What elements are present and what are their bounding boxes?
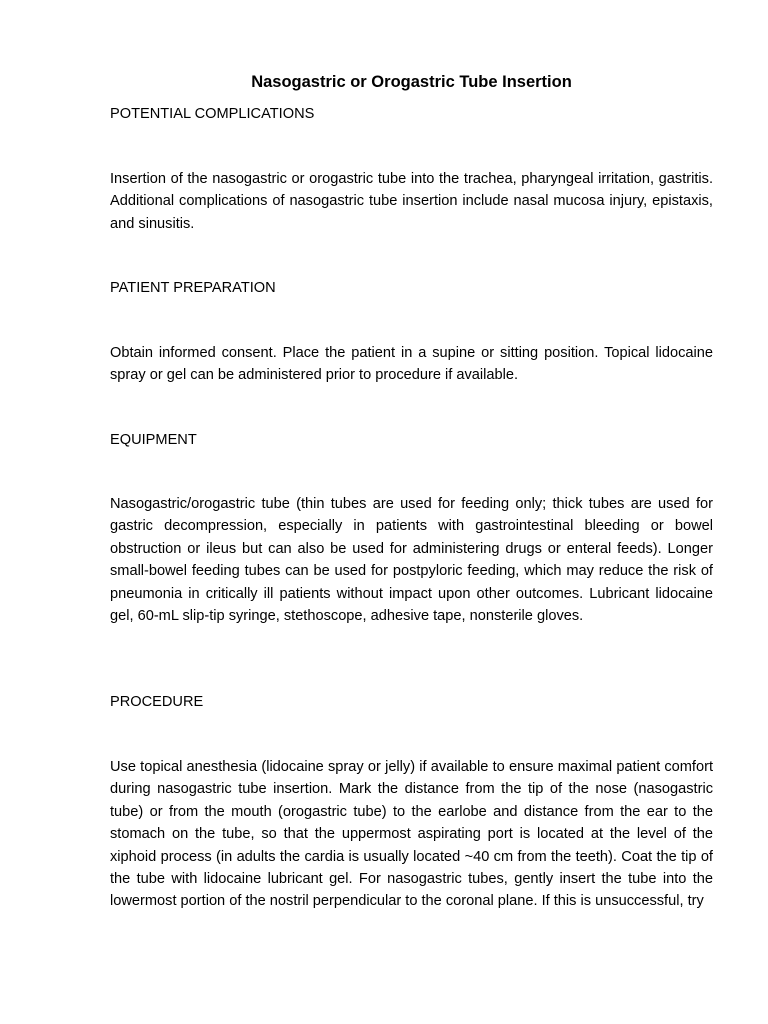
section-heading-potential-complications: POTENTIAL COMPLICATIONS (110, 106, 315, 122)
section-heading-equipment: EQUIPMENT (110, 432, 197, 448)
section-body-patient-preparation: Obtain informed consent. Place the patient in a supine or sitting position. Topical lidocaine spray or gel can be administered prior to procedure if available. (110, 345, 713, 384)
document-title: Nasogastric or Orogastric Tube Insertion (251, 73, 572, 91)
section-heading-patient-preparation: PATIENT PREPARATION (110, 280, 276, 296)
section-heading-procedure: PROCEDURE (110, 694, 204, 710)
section-body-equipment: Nasogastric/orogastric tube (thin tubes are used for feeding only; thick tubes are used for gastric decompression, especially in patients with gastrointestinal bleeding or bowel obstruction or ileus but can also be used for administering drugs or enteral feeds). Longer small-bowel feeding tubes can be used for postpyloric feeding, which may reduce the risk of pneumonia in critically ill patients without impact upon other outcomes. Lubricant lidocaine gel, 60-mL slip-tip syringe, stethoscope, adhesive tape, nonsterile gloves. (110, 496, 713, 625)
section-body-potential-complications: Insertion of the nasogastric or orogastric tube into the trachea, pharyngeal irritation, gastritis. Additional complications of nasogastric tube insertion include nasal mucosa injury, epistaxis, and sinusitis. (110, 171, 713, 232)
section-body-procedure: Use topical anesthesia (lidocaine spray or jelly) if available to ensure maximal patient comfort during nasogastric tube insertion. Mark the distance from the tip of the nose (nasogastric tube) or from the mouth (orogastric tube) to the earlobe and distance from the ear to the stomach on the tube, so that the uppermost aspirating port is located at the level of the xiphoid process (in adults the cardia is usually located ~40 cm from the teeth). Coat the tip of the tube with lidocaine lubricant gel. For nasogastric tubes, gently insert the tube into the lowermost portion of the nostril perpendicular to the coronal plane. If this is unsuccessful, try (110, 759, 713, 910)
